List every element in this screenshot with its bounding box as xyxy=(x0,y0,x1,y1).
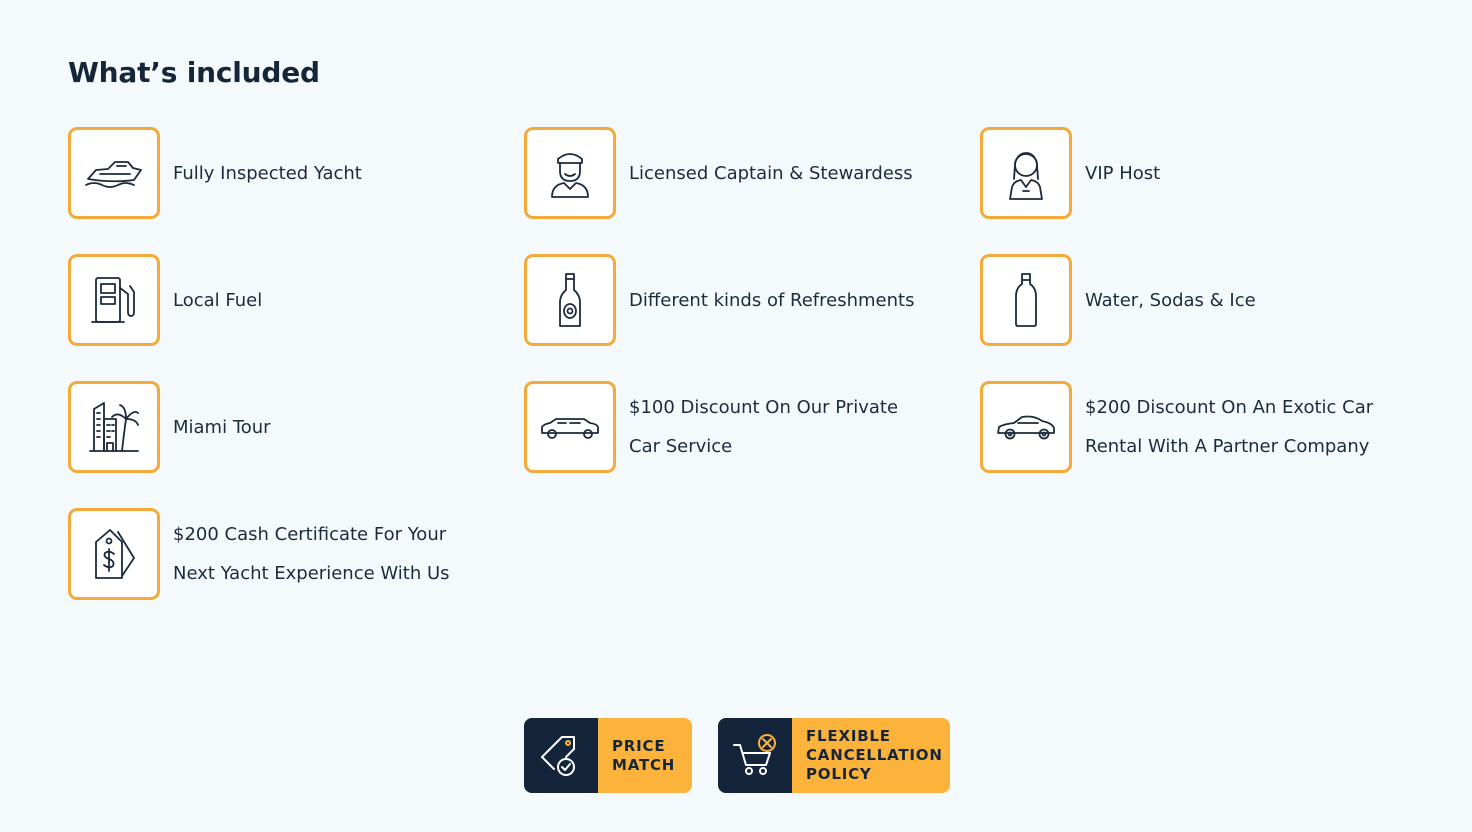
section-title: What’s included xyxy=(68,56,320,89)
limousine-icon xyxy=(524,381,616,473)
included-item-vip-host xyxy=(980,124,1400,222)
price-match-badge xyxy=(524,718,692,793)
tag-check-icon xyxy=(524,718,598,793)
sports-car-icon xyxy=(980,381,1072,473)
price-tag-icon xyxy=(68,508,160,600)
included-item-yacht xyxy=(68,124,524,222)
guarantee-badges xyxy=(524,718,950,793)
included-item-refreshments xyxy=(524,251,980,349)
cart-cancel-icon xyxy=(718,718,792,793)
item-label: Fully Inspected Yacht xyxy=(173,162,362,184)
wine-bottle-icon xyxy=(524,254,616,346)
included-items-grid xyxy=(68,124,1400,603)
included-item-captain xyxy=(524,124,980,222)
included-item-miami-tour xyxy=(68,378,524,476)
item-label: VIP Host xyxy=(1085,162,1161,184)
water-bottle-icon xyxy=(980,254,1072,346)
fuel-pump-icon xyxy=(68,254,160,346)
included-item-water xyxy=(980,251,1400,349)
host-icon xyxy=(980,127,1072,219)
included-item-fuel xyxy=(68,251,524,349)
item-label: Licensed Captain & Stewardess xyxy=(629,162,913,184)
item-label: Miami Tour xyxy=(173,416,271,438)
price-match-label: PRICE MATCH xyxy=(612,736,676,774)
yacht-icon xyxy=(68,127,160,219)
item-label: Water, Sodas & Ice xyxy=(1085,289,1256,311)
captain-icon xyxy=(524,127,616,219)
flexible-cancellation-badge xyxy=(718,718,950,793)
flexible-cancellation-label: FLEXIBLE CANCELLATION POLICY xyxy=(806,727,943,783)
item-label: Different kinds of Refreshments xyxy=(629,289,915,311)
item-label: $200 Cash Certificate For Your Next Yacht Experience With Us xyxy=(173,524,450,584)
city-palm-icon xyxy=(68,381,160,473)
item-label: Local Fuel xyxy=(173,289,263,311)
item-label: $200 Discount On An Exotic Car Rental With A Partner Company xyxy=(1085,397,1374,457)
included-item-exotic-car xyxy=(980,378,1400,476)
item-label: $100 Discount On Our Private Car Service xyxy=(629,397,899,457)
included-item-cash-certificate xyxy=(68,505,524,603)
included-item-private-car xyxy=(524,378,980,476)
